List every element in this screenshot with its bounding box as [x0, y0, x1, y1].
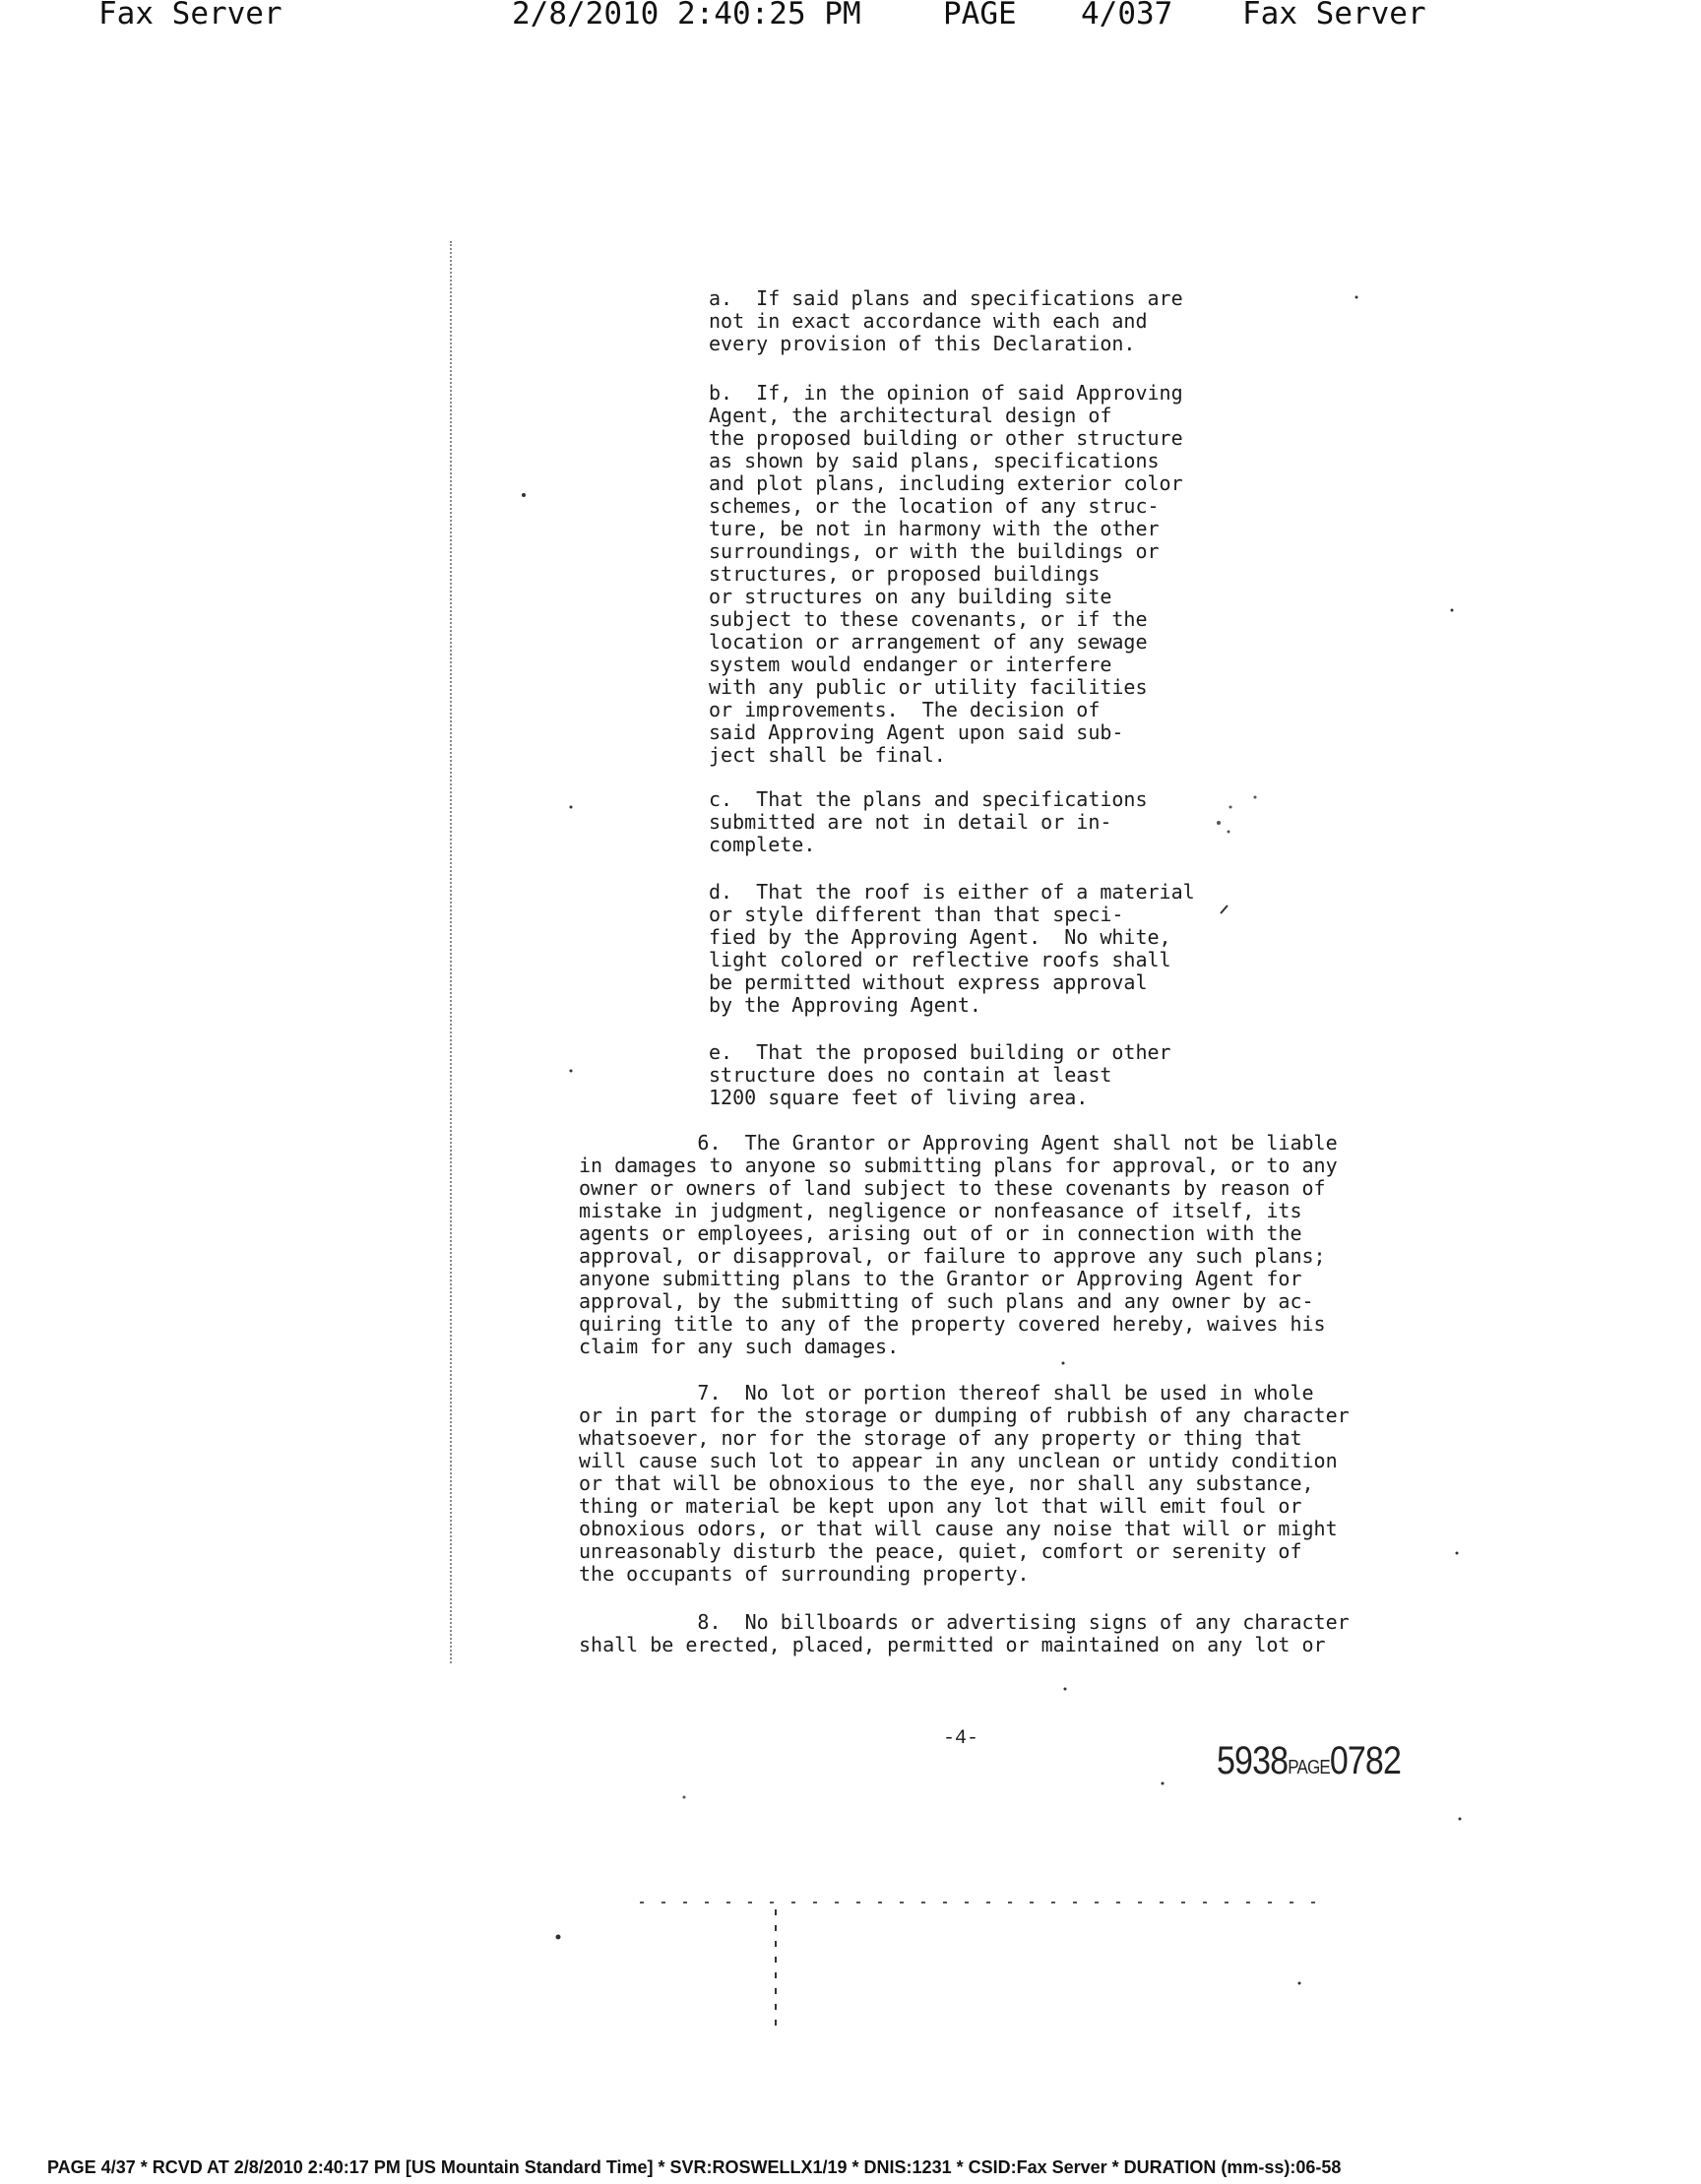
fax-header-right: Fax Server — [1242, 0, 1426, 31]
paragraph-7: 7. No lot or portion thereof shall be used in whole or in part for the storage or dumping of rubbish of any character whatsoever, nor for the storage of any property or thing that will cause such lot to appear in any unclean or untidy condition or that will be obnoxious to the eye, nor shall any substance, thing or material be kept upon any lot that will emit foul or obnoxious odors, or that will cause any noise that will or might unreasonably disturb the peace, quiet, comfort or serenity of the occupants of surrounding property. — [579, 1381, 1350, 1586]
fax-header-timestamp: 2/8/2010 2:40:25 PM — [512, 0, 861, 31]
book-page-number: 0782 — [1329, 1739, 1402, 1782]
fax-header-left: Fax Server — [98, 0, 283, 31]
paragraph-8: 8. No billboards or advertising signs of any character shall be erected, placed, permitted or maintained on any lot or — [579, 1610, 1350, 1656]
book-page-label: PAGE — [1288, 1757, 1330, 1778]
fax-footer: PAGE 4/37 * RCVD AT 2/8/2010 2:40:17 PM [US Mountain Standard Time] * SVR:ROSWELLX1/19 * DNIS:1231 * CSID:Fax Server * DURATION (mm-ss):06-58 — [47, 2157, 1342, 2177]
paragraph-6: 6. The Grantor or Approving Agent shall not be liable in damages to anyone so submitting plans for approval, or to any owner or owners of land subject to these covenants by reason of mistake in judgment, negligence or nonfeasance of itself, its agents or employees, arising out of or in connection with the approval, or disapproval, or failure to approve any such plans; anyone submitting plans to the Grantor or Approving Agent for approval, by the submitting of such plans and any owner by ac- quiring title to any of the property covered hereby, waives his claim for any such damages. — [579, 1131, 1338, 1358]
item-d: d. That the roof is either of a material or style different than that speci- fied by the Approving Agent. No white, light colored or reflective roofs shall be permitted without express approval by the Approving Agent. — [709, 880, 1195, 1017]
page-number: -4- — [943, 1727, 979, 1750]
fax-header-page-value: 4/037 — [1081, 0, 1173, 31]
item-e: e. That the proposed building or other structure does no contain at least 1200 square feet of living area. — [709, 1040, 1171, 1109]
book-number: 5938 — [1217, 1739, 1289, 1782]
fax-header-page-label: PAGE — [943, 0, 1017, 31]
item-b: b. If, in the opinion of said Approving Agent, the architectural design of the proposed building or other structure as shown by said plans, specifications and plot plans, including exterior color schemes, or the location of any struc- ture, be not in harmony with the other surroundings, or with the buildings or structures, or proposed buildings or structures on any building site subject to these covenants, or if the location or arrangement of any sewage system would endanger or interfere with any public or utility facilities or improvements. The decision of said Approving Agent upon said sub- ject shall be final. — [709, 381, 1183, 767]
item-a: a. If said plans and specifications are not in exact accordance with each and every provision of this Declaration. — [709, 286, 1183, 355]
item-c: c. That the plans and specifications submitted are not in detail or in- complete. — [709, 787, 1148, 856]
